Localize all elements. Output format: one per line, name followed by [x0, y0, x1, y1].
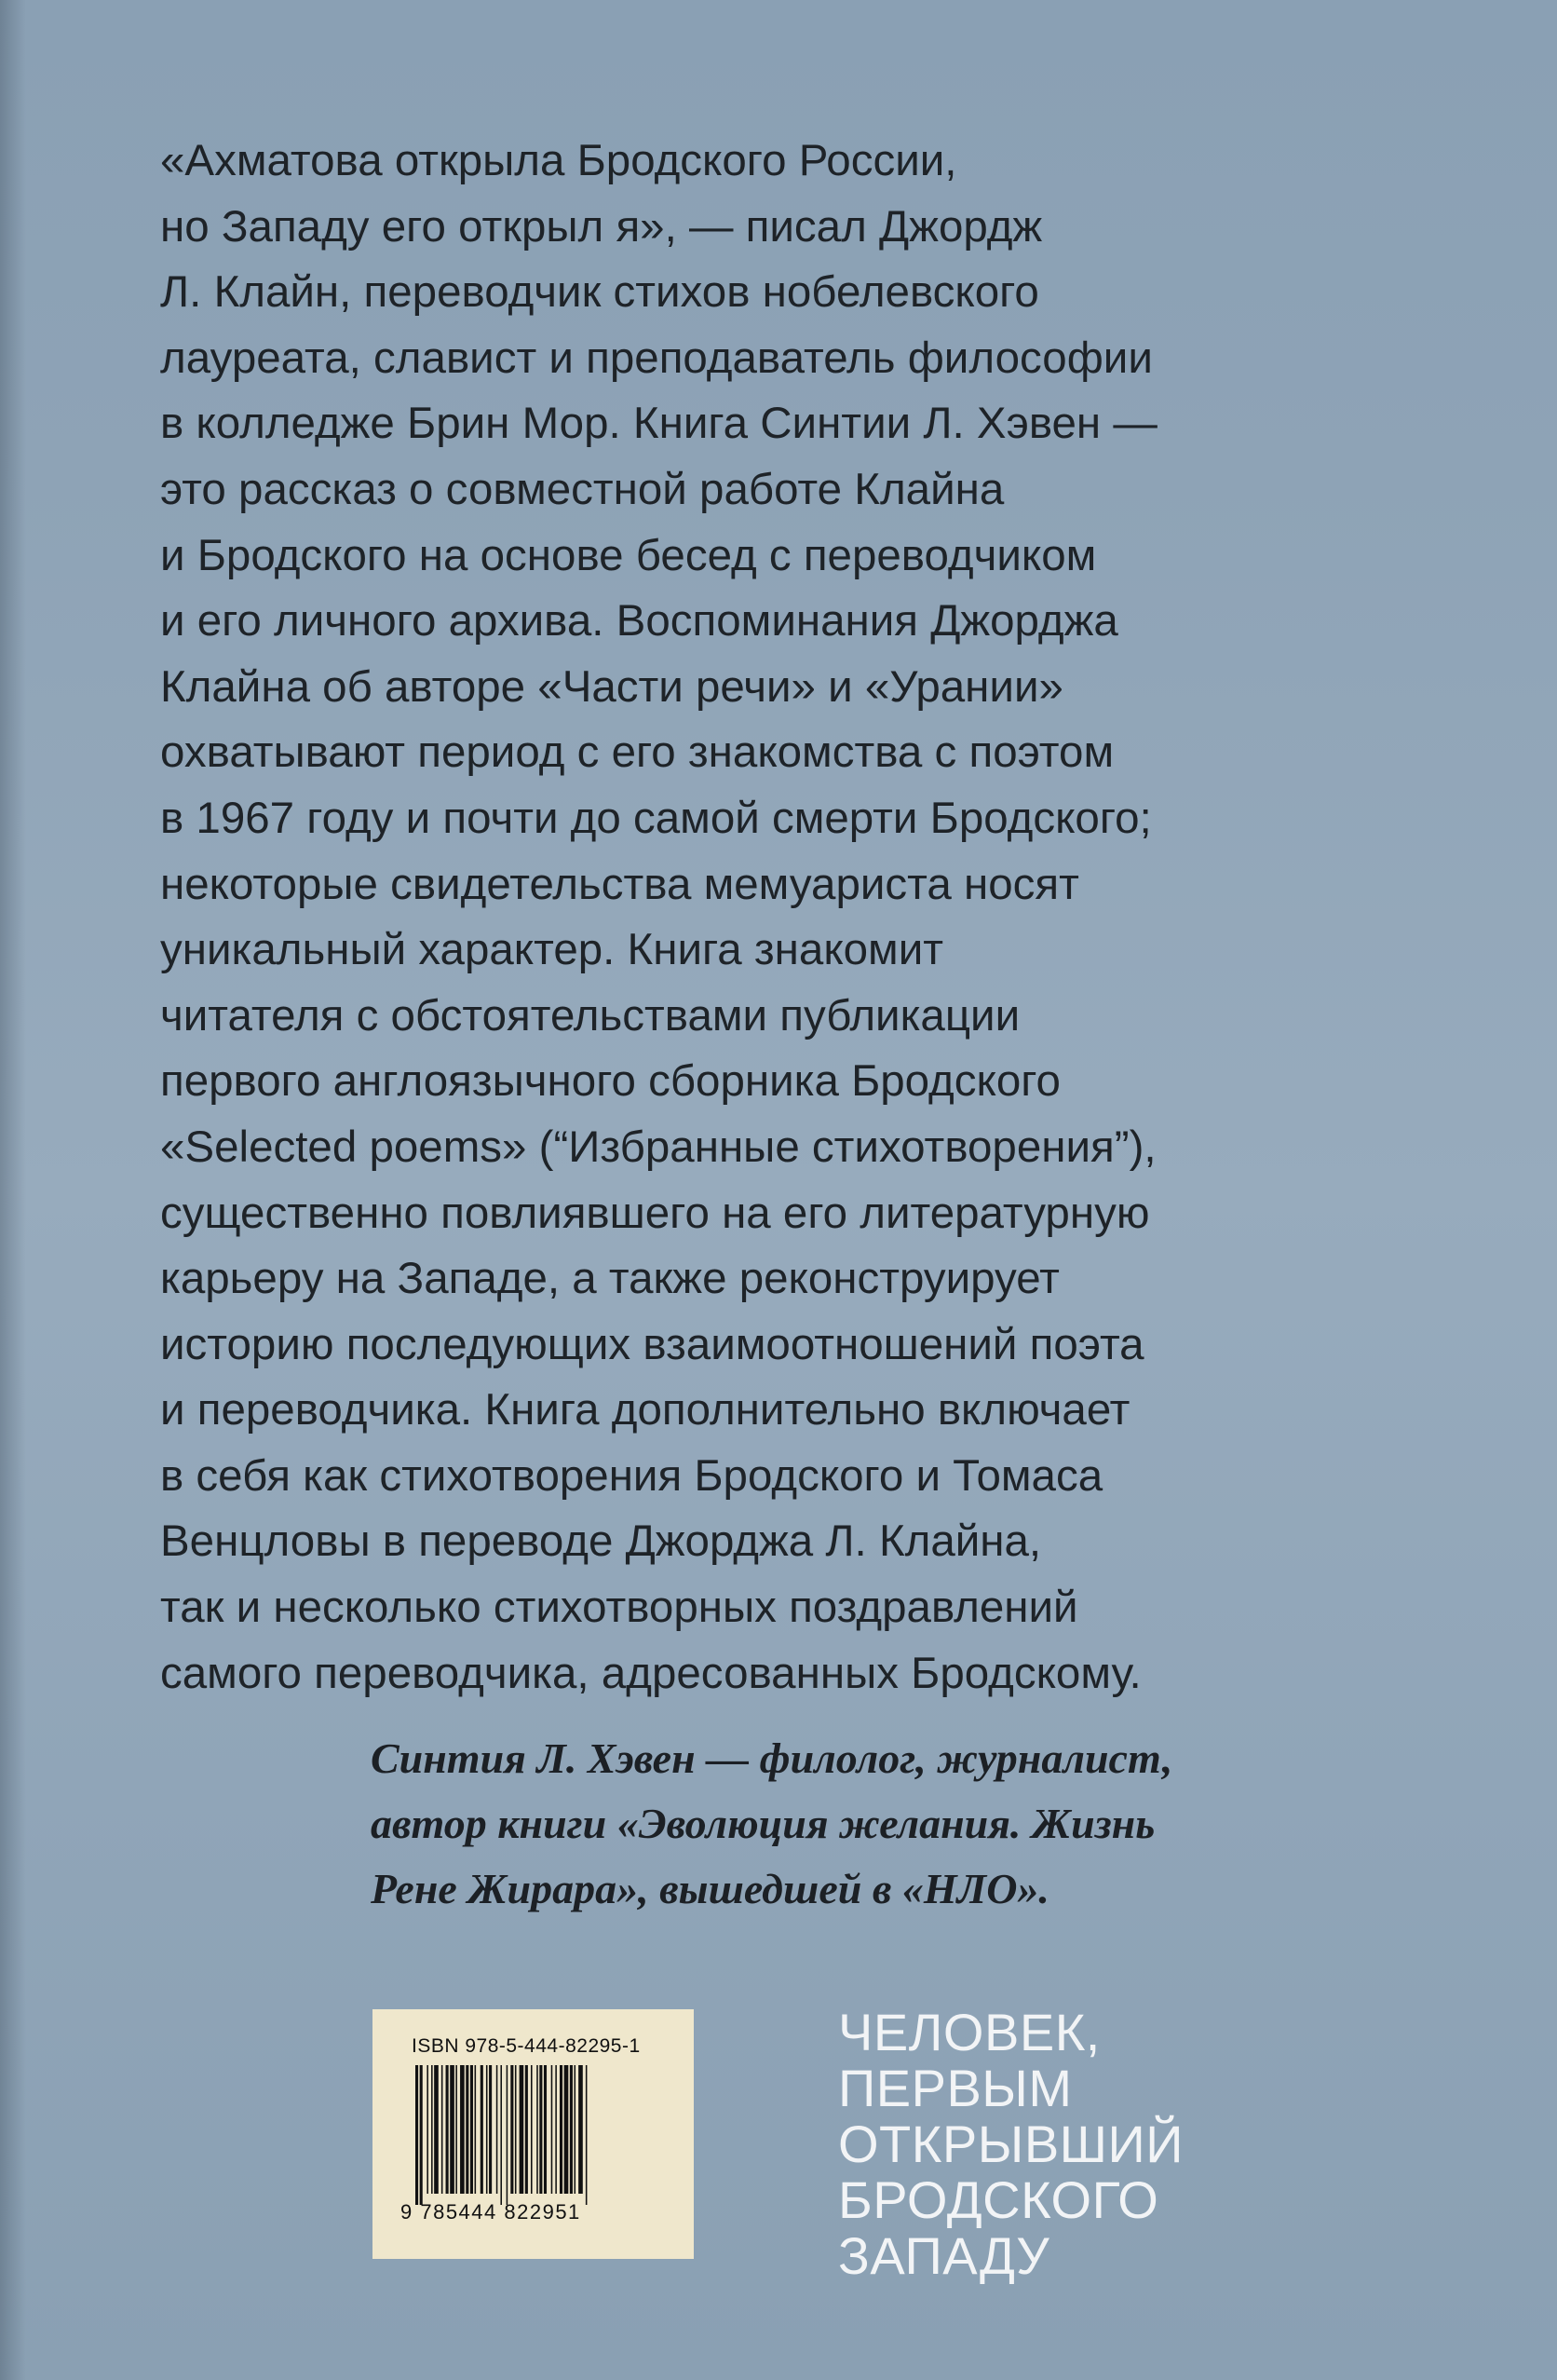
- series-title: [838, 2005, 1360, 2284]
- barcode-bar: [555, 2065, 557, 2194]
- blurb-line: историю последующих взаимоотношений поэта: [160, 1319, 1144, 1369]
- barcode-bar: [564, 2065, 569, 2194]
- blurb-line: так и несколько стихотворных поздравлений: [160, 1583, 1078, 1633]
- barcode-bar: [570, 2065, 573, 2194]
- barcode-bar: [420, 2065, 423, 2205]
- spine-shadow: [0, 0, 26, 2380]
- barcode-bar: [536, 2065, 538, 2194]
- barcode-bar: [560, 2065, 562, 2194]
- series-title-line: БРОДСКОГО: [838, 2170, 1159, 2229]
- barcode-bar: [446, 2065, 449, 2194]
- blurb-line: уникальный характер. Книга знакомит: [160, 925, 943, 975]
- barcode-bar: [450, 2065, 454, 2194]
- blurb-line: лауреата, славист и преподаватель философии: [160, 333, 1153, 383]
- barcode-bar: [475, 2065, 477, 2194]
- barcode-bar: [586, 2065, 588, 2205]
- barcode-bar: [539, 2065, 542, 2194]
- barcode-bar: [551, 2065, 553, 2194]
- author-note-line: Рене Жирара», вышедшей в «НЛО».: [371, 1865, 1049, 1912]
- blurb-line: охватывают период с его знакомства с поэтом: [160, 728, 1115, 778]
- blurb-text: [160, 129, 1399, 1707]
- barcode-bar: [575, 2065, 576, 2194]
- barcode-bar: [486, 2065, 488, 2194]
- barcode-bar: [544, 2065, 547, 2194]
- barcode-bar: [520, 2065, 524, 2194]
- blurb-line: первого англоязычного сборника Бродского: [160, 1056, 1061, 1107]
- author-note-line: автор книги «Эволюция желания. Жизнь: [371, 1800, 1156, 1847]
- barcode-bar: [455, 2065, 457, 2194]
- blurb-line: в себя как стихотворения Бродского и Томаса: [160, 1450, 1103, 1501]
- barcode-bar: [431, 2065, 433, 2194]
- barcode-bar: [510, 2065, 513, 2194]
- blurb-line: но Западу его открыл я», — писал Джордж: [160, 201, 1043, 252]
- isbn-number: ISBN 978-5-444-82295-1: [412, 2035, 641, 2057]
- blurb-line: существенно повлиявшего на его литературную: [160, 1188, 1150, 1238]
- blurb-line: некоторые свидетельства мемуариста носят: [160, 859, 1079, 909]
- blurb-line: Клайна об авторе «Части речи» и «Урании»: [160, 661, 1063, 712]
- barcode-bar: [496, 2065, 498, 2194]
- series-title-line: ЧЕЛОВЕК,: [838, 2003, 1101, 2061]
- barcode-bar: [481, 2065, 483, 2194]
- barcode-bar: [507, 2065, 508, 2205]
- barcode-bar: [466, 2065, 468, 2194]
- barcode-bar: [531, 2065, 533, 2194]
- blurb-line: и Бродского на основе бесед с переводчиком: [160, 530, 1097, 580]
- barcode-bar: [426, 2065, 428, 2194]
- barcode-bar: [434, 2065, 439, 2194]
- blurb-line: Венцловы в переводе Джорджа Л. Клайна,: [160, 1516, 1042, 1567]
- series-title-line: ПЕРВЫМ: [838, 2059, 1073, 2117]
- blurb-line: в колледже Брин Мор. Книга Синтии Л. Хэвен —: [160, 399, 1158, 449]
- author-note-line: Синтия Л. Хэвен — филолог, журналист,: [371, 1734, 1173, 1782]
- barcode-bar: [441, 2065, 443, 2194]
- blurb-line: читателя с обстоятельствами публикации: [160, 990, 1021, 1040]
- barcode-bar: [489, 2065, 492, 2194]
- barcode-bar: [578, 2065, 583, 2194]
- barcode-icon: [415, 2065, 659, 2205]
- blurb-line: в 1967 году и почти до самой смерти Бродского;: [160, 793, 1152, 843]
- barcode-bar: [515, 2065, 517, 2194]
- blurb-line: самого переводчика, адресованных Бродскому.: [160, 1648, 1142, 1698]
- barcode-bar: [525, 2065, 528, 2194]
- blurb-line: «Selected poems» (“Избранные стихотворения”),: [160, 1122, 1157, 1172]
- series-title-line: ОТКРЫВШИЙ: [838, 2115, 1184, 2173]
- blurb-line: карьеру на Западе, а также реконструирует: [160, 1254, 1060, 1304]
- author-note: [371, 1726, 1442, 1922]
- barcode-bar: [415, 2065, 418, 2205]
- barcode-bar: [460, 2065, 465, 2194]
- barcode-bar: [470, 2065, 473, 2194]
- blurb-line: это рассказ о совместной работе Клайна: [160, 464, 1005, 514]
- blurb-line: и его личного архива. Воспоминания Джорджа: [160, 596, 1118, 646]
- blurb-line: и переводчика. Книга дополнительно включает: [160, 1385, 1131, 1435]
- barcode-bar: [500, 2065, 502, 2205]
- barcode-digits: 9 785444 822951: [400, 2200, 581, 2224]
- blurb-line: «Ахматова открыла Бродского России,: [160, 136, 957, 185]
- isbn-barcode-label: [372, 2009, 694, 2259]
- series-title-line: ЗАПАДУ: [838, 2226, 1050, 2285]
- blurb-line: Л. Клайн, переводчик стихов нобелевского: [160, 267, 1039, 318]
